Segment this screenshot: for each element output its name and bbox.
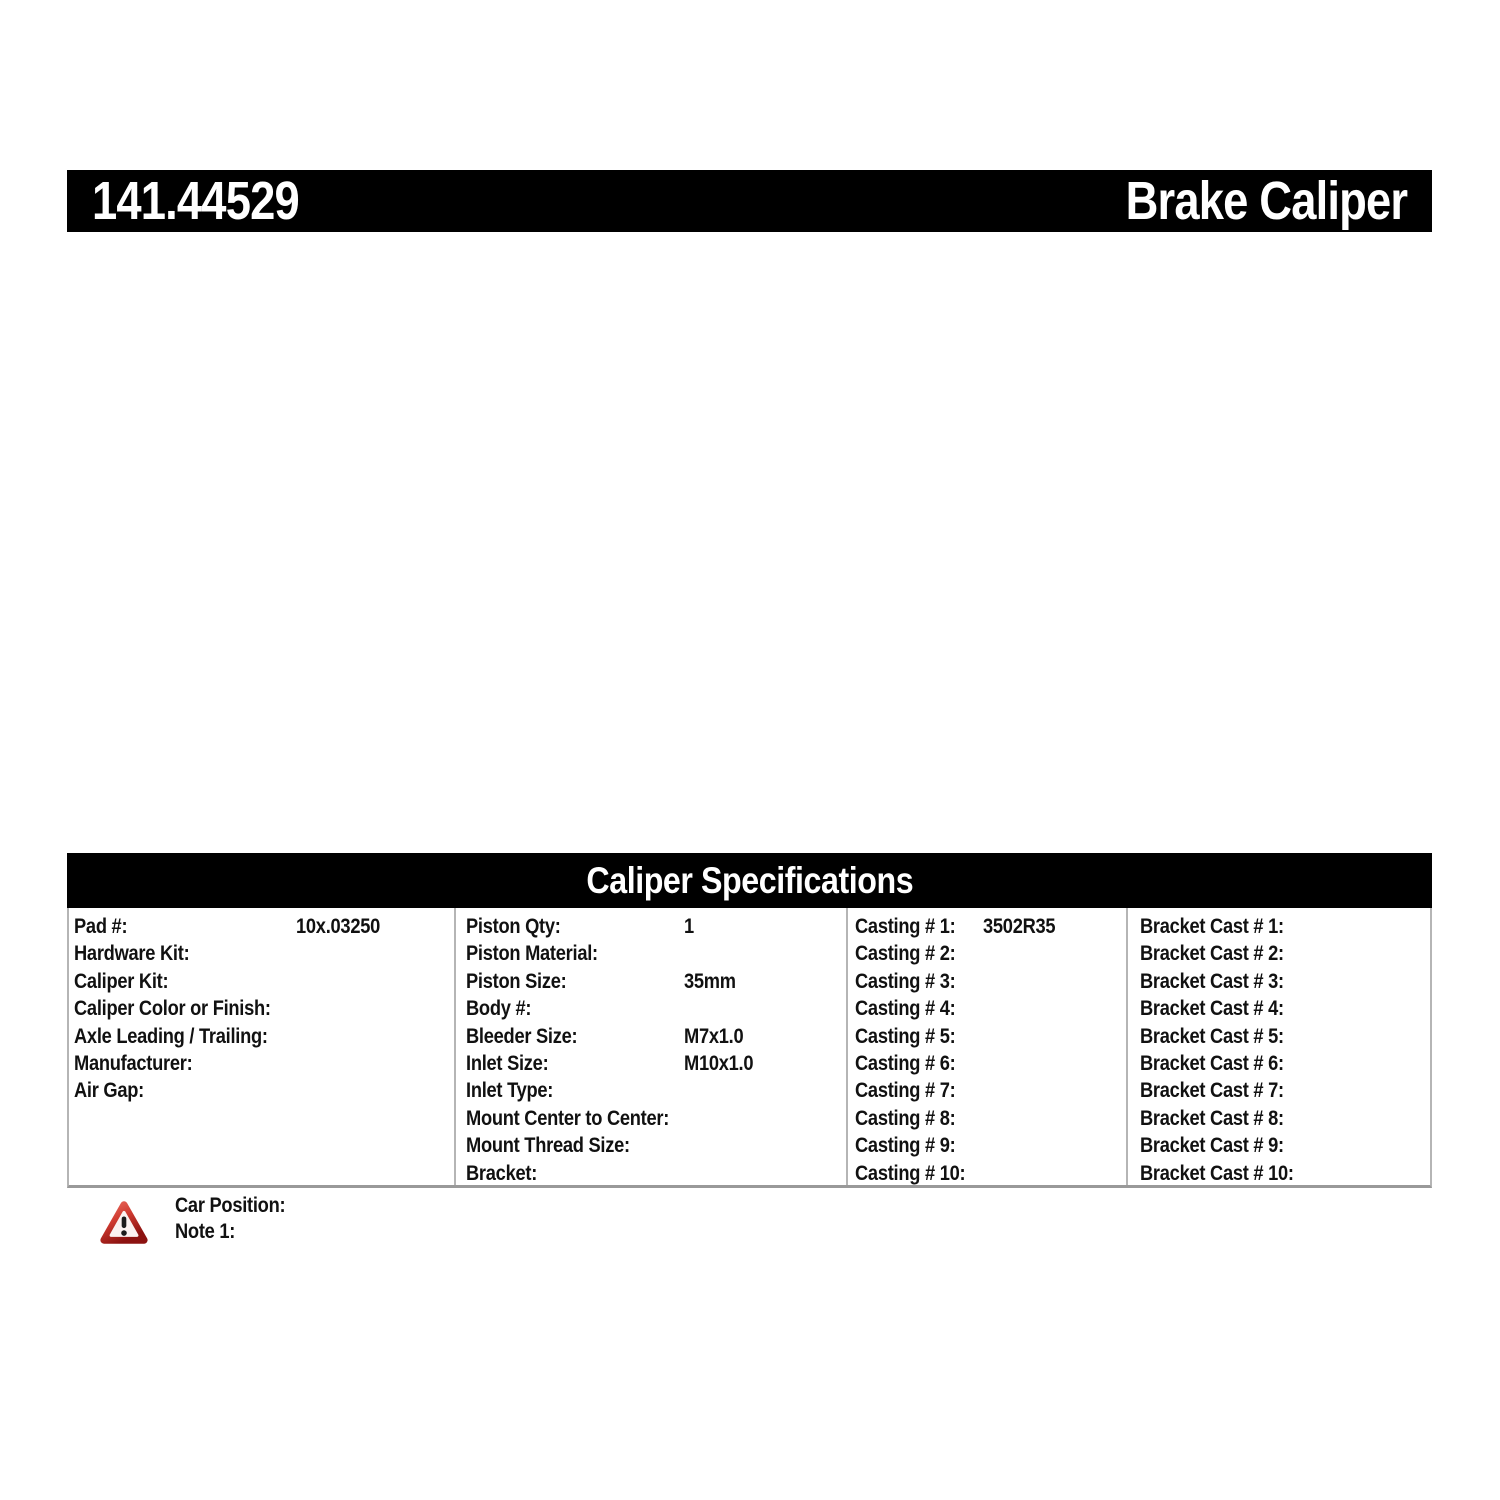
spec-label: Casting # 7: <box>854 1079 956 1103</box>
spec-label: Bleeder Size: <box>465 1024 578 1048</box>
spec-label: Piston Qty: <box>465 915 561 938</box>
spec-label: Air Gap: <box>74 1079 144 1103</box>
spec-row-mount-thread-size <box>456 1132 846 1159</box>
spec-row-bracket-cast-3 <box>1128 968 1430 995</box>
product-title: Brake Caliper <box>1125 171 1407 231</box>
spec-label: Pad #: <box>74 915 128 938</box>
spec-label: Bracket Cast # 3: <box>1139 969 1284 993</box>
spec-row-bracket-cast-6 <box>1128 1050 1430 1077</box>
spec-row-casting-2 <box>848 940 1126 967</box>
spec-label: Bracket Cast # 10: <box>1139 1161 1294 1185</box>
spec-section-title: Caliper Specifications <box>586 859 913 901</box>
spec-column-caliper-general <box>69 908 454 1185</box>
spec-label: Casting # 2: <box>854 942 956 966</box>
spec-row-bracket-cast-7 <box>1128 1077 1430 1104</box>
part-number: 141.44529 <box>92 171 299 231</box>
spec-row-piston-material <box>456 940 846 967</box>
spec-label: Hardware Kit: <box>74 942 190 966</box>
spec-row-bracket-cast-9 <box>1128 1132 1430 1159</box>
spec-value: 35mm <box>683 969 736 993</box>
spec-row-casting-10 <box>848 1160 1126 1187</box>
note-1-label: Note 1: <box>175 1219 236 1243</box>
spec-row-inlet-type <box>456 1077 846 1104</box>
spec-label: Caliper Kit: <box>74 969 169 993</box>
spec-row-casting-7 <box>848 1077 1126 1104</box>
spec-label: Caliper Color or Finish: <box>74 997 271 1021</box>
spec-row-manufacturer <box>69 1050 454 1077</box>
spec-row-bracket-cast-8 <box>1128 1105 1430 1132</box>
spec-row-casting-5 <box>848 1023 1126 1050</box>
spec-row-bracket-cast-1 <box>1128 913 1430 940</box>
spec-row-piston-size <box>456 968 846 995</box>
spec-label: Casting # 4: <box>854 997 956 1021</box>
spec-row-caliper-kit <box>69 968 454 995</box>
spec-column-bracket-casts <box>1126 908 1430 1185</box>
spec-label: Bracket Cast # 7: <box>1139 1079 1284 1103</box>
spec-value: 10x.03250 <box>296 915 381 938</box>
spec-value: M7x1.0 <box>683 1024 744 1048</box>
spec-row-pad-number <box>69 913 454 940</box>
spec-label: Casting # 8: <box>854 1106 956 1130</box>
spec-row-casting-1 <box>848 913 1126 940</box>
spec-label: Casting # 1: <box>854 915 956 938</box>
spec-label: Piston Size: <box>465 969 567 993</box>
spec-label: Bracket Cast # 5: <box>1139 1024 1284 1048</box>
spec-label: Casting # 6: <box>854 1051 956 1075</box>
spec-label: Manufacturer: <box>74 1051 193 1075</box>
spec-value: 1 <box>683 915 694 938</box>
spec-label: Casting # 9: <box>854 1134 956 1158</box>
spec-label: Bracket Cast # 8: <box>1139 1106 1284 1130</box>
spec-row-casting-4 <box>848 995 1126 1022</box>
spec-label: Piston Material: <box>465 942 598 966</box>
spec-row-inlet-size <box>456 1050 846 1077</box>
spec-label: Axle Leading / Trailing: <box>74 1024 268 1048</box>
spec-label: Bracket: <box>465 1161 537 1185</box>
spec-table <box>67 908 1432 1188</box>
spec-label: Inlet Size: <box>465 1051 549 1075</box>
header-bar <box>67 170 1432 232</box>
spec-row-casting-3 <box>848 968 1126 995</box>
spec-row-piston-qty <box>456 913 846 940</box>
spec-row-bracket-cast-2 <box>1128 940 1430 967</box>
spec-label: Casting # 10: <box>854 1161 966 1185</box>
spec-row-bleeder-size <box>456 1023 846 1050</box>
footer-notes <box>175 1193 302 1244</box>
spec-label: Bracket Cast # 2: <box>1139 942 1284 966</box>
spec-column-piston-mount <box>454 908 846 1185</box>
spec-row-casting-6 <box>848 1050 1126 1077</box>
spec-row-bracket <box>456 1160 846 1187</box>
spec-row-casting-8 <box>848 1105 1126 1132</box>
spec-label: Casting # 3: <box>854 969 956 993</box>
spec-label: Casting # 5: <box>854 1024 956 1048</box>
spec-label: Mount Center to Center: <box>465 1106 669 1130</box>
spec-label: Inlet Type: <box>465 1079 553 1103</box>
spec-value: M10x1.0 <box>683 1051 754 1075</box>
spec-column-castings <box>846 908 1126 1185</box>
spec-label: Bracket Cast # 9: <box>1139 1134 1284 1158</box>
spec-label: Bracket Cast # 4: <box>1139 997 1284 1021</box>
spec-value: 3502R35 <box>982 915 1056 938</box>
spec-row-caliper-color <box>69 995 454 1022</box>
spec-row-hardware-kit <box>69 940 454 967</box>
spec-label: Body #: <box>465 997 532 1021</box>
spec-label: Bracket Cast # 6: <box>1139 1051 1284 1075</box>
spec-row-mount-center-to-center <box>456 1105 846 1132</box>
spec-row-bracket-cast-4 <box>1128 995 1430 1022</box>
spec-row-body-number <box>456 995 846 1022</box>
car-position-label: Car Position: <box>175 1194 286 1217</box>
warning-triangle-icon <box>100 1200 148 1245</box>
spec-label: Bracket Cast # 1: <box>1139 915 1284 938</box>
spec-row-bracket-cast-5 <box>1128 1023 1430 1050</box>
spec-title-bar <box>67 853 1432 908</box>
spec-row-air-gap <box>69 1077 454 1104</box>
spec-row-casting-9 <box>848 1132 1126 1159</box>
spec-row-bracket-cast-10 <box>1128 1160 1430 1187</box>
spec-label: Mount Thread Size: <box>465 1134 630 1158</box>
spec-row-axle-leading-trailing <box>69 1023 454 1050</box>
